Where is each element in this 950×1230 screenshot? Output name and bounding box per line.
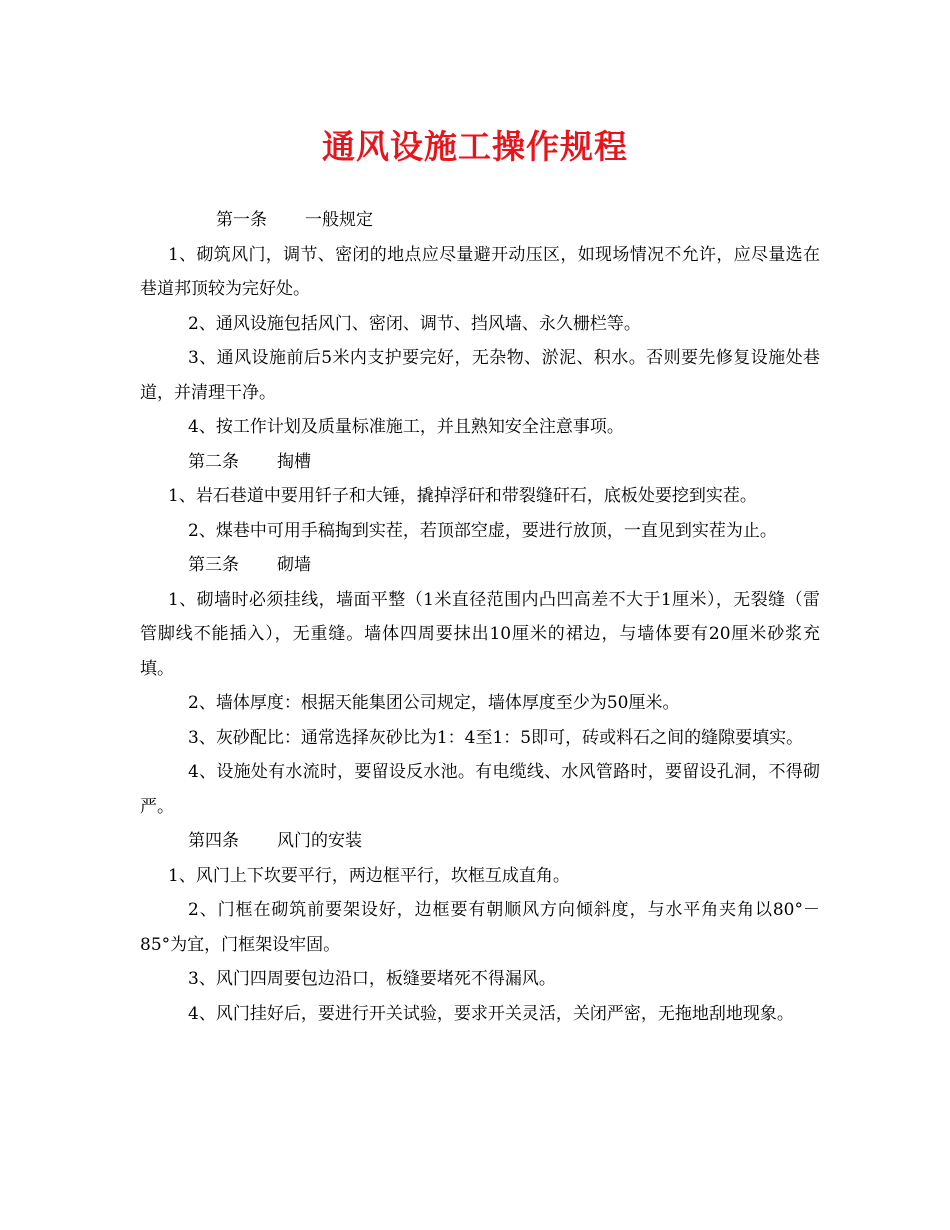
article-1-item: 2、通风设施包括风门、密闭、调节、挡风墙、永久栅栏等。 <box>188 313 641 334</box>
article-4-item: 3、风门四周要包边沿口，板缝要堵死不得漏风。 <box>188 969 556 989</box>
article-3-item: 3、灰砂配比：通常选择灰砂比为1：4至1：5即可，砖或料石之间的缝隙要填实。 <box>188 727 804 748</box>
article-4-title: 风门的安装 <box>277 831 362 851</box>
article-1-item: 1、砌筑风门，调节、密闭的地点应尽量避开动压区，如现场情况不允许，应尽量选在巷道邦顶较为完好处。 <box>140 244 820 299</box>
article-3-heading <box>140 548 820 583</box>
article-4-heading <box>140 824 820 859</box>
article-1-number: 第一条 <box>216 210 267 230</box>
article-1-title: 一般规定 <box>305 210 373 230</box>
article-2-heading <box>140 445 820 480</box>
article-2-item: 1、岩石巷道中要用钎子和大锤，撬掉浮矸和带裂缝矸石，底板处要挖到实茬。 <box>168 486 757 506</box>
article-1-item: 3、通风设施前后5米内支护要完好，无杂物、淤泥、积水。否则要先修复设施处巷道，并清理干净。 <box>140 348 820 403</box>
article-2-title: 掏槽 <box>277 451 311 472</box>
article-3-item: 4、设施处有水流时，要留设反水池。有电缆线、水风管路时，要留设孔洞，不得砌严。 <box>140 762 820 817</box>
article-3-item: 2、墙体厚度：根据天能集团公司规定，墙体厚度至少为50厘米。 <box>188 693 680 713</box>
article-2-item: 2、煤巷中可用手稿掏到实茬，若顶部空虚，要进行放顶，一直见到实茬为止。 <box>188 520 777 541</box>
article-4-item: 4、风门挂好后，要进行开关试验，要求开关灵活，关闭严密，无拖地刮地现象。 <box>188 1003 794 1024</box>
article-3-number: 第三条 <box>188 555 239 575</box>
article-3-title: 砌墙 <box>277 555 311 575</box>
document-body <box>140 203 820 1031</box>
article-4-item: 2、门框在砌筑前要架设好，边框要有朝顺风方向倾斜度，与水平角夹角以80°－85°为宜，门框架设牢固。 <box>140 900 820 955</box>
article-1-heading <box>140 203 820 238</box>
article-2-number: 第二条 <box>188 451 239 472</box>
document-title: 通风设施工操作规程 <box>322 127 628 166</box>
article-4-number: 第四条 <box>188 831 239 851</box>
article-4-item: 1、风门上下坎要平行，两边框平行，坎框互成直角。 <box>168 865 570 886</box>
article-3-item: 1、砌墙时必须挂线，墙面平整（1米直径范围内凸凹高差不大于1厘米），无裂缝（雷管脚线不能插入），无重缝。墙体四周要抹出10厘米的裙边，与墙体要有20厘米砂浆充填。 <box>140 589 820 679</box>
article-1-item: 4、按工作计划及质量标准施工，并且熟知安全注意事项。 <box>188 417 624 437</box>
